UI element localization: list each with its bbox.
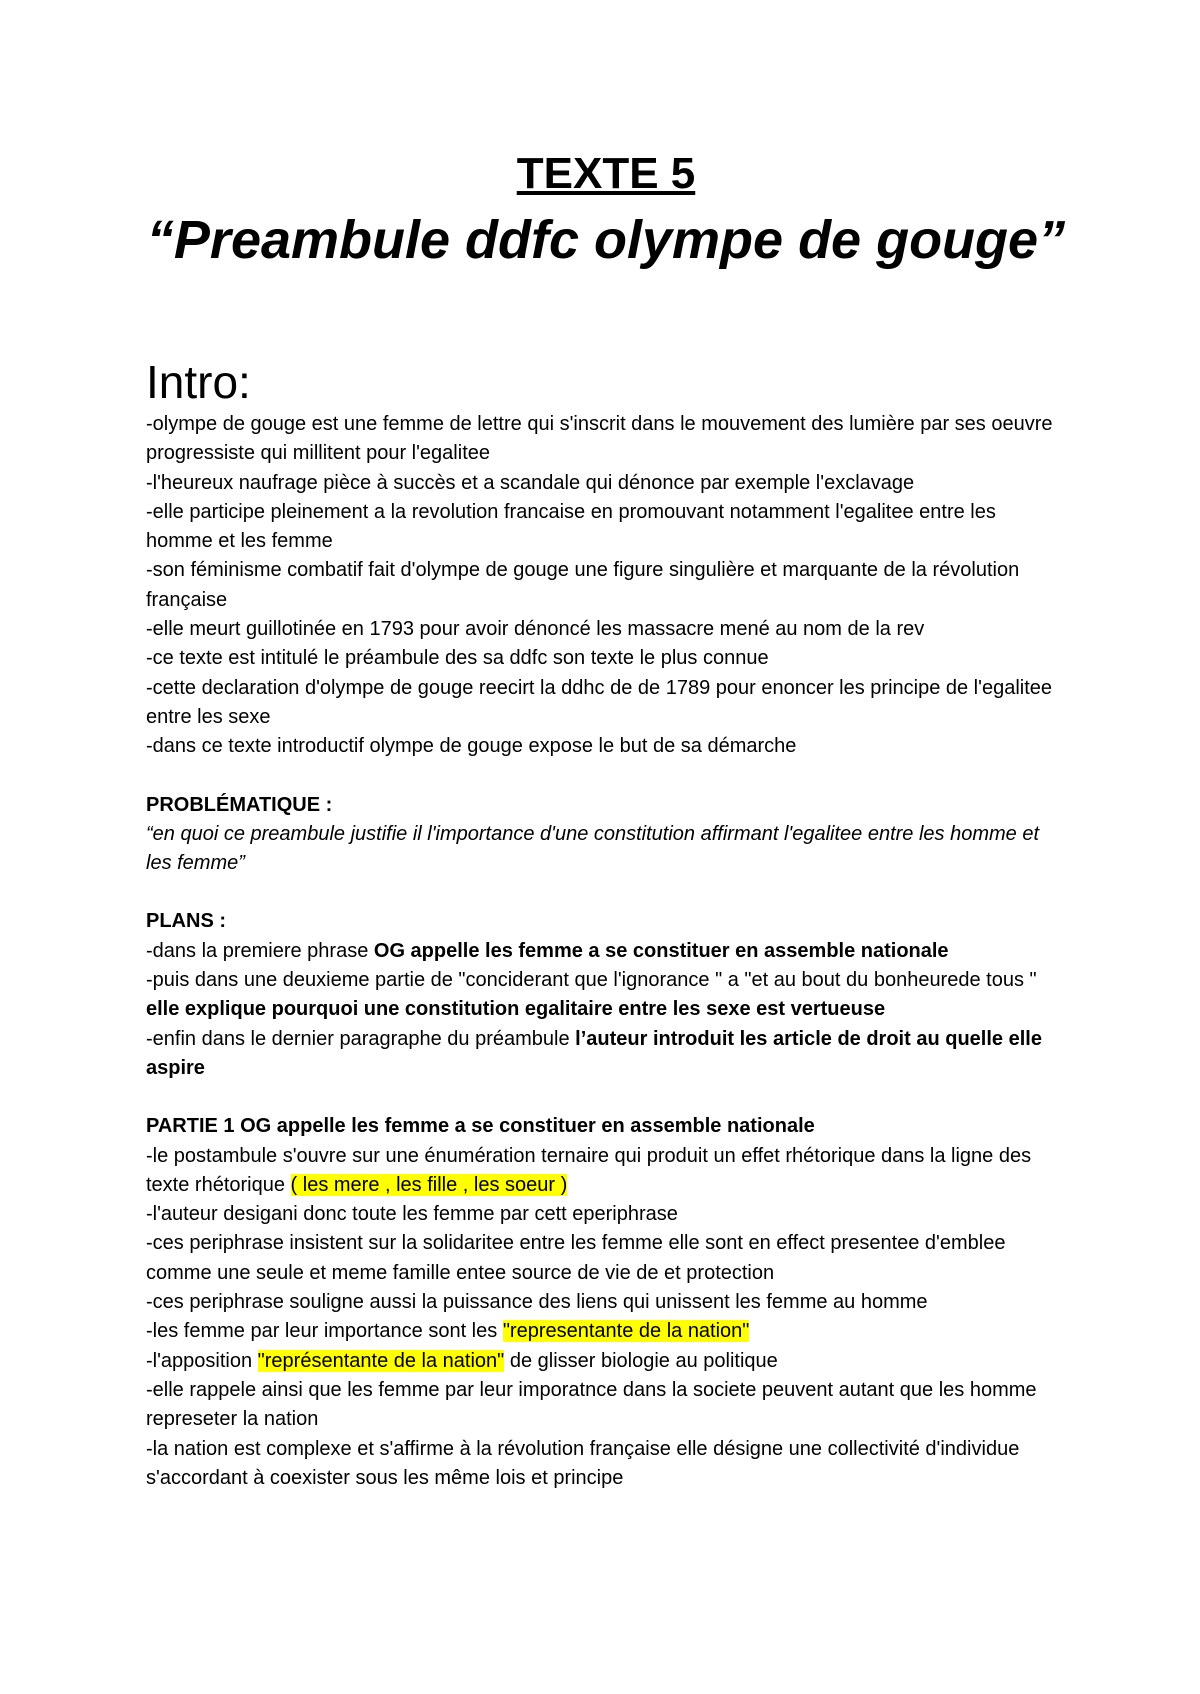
intro-line: -dans ce texte introductif olympe de gouge expose le but de sa démarche [146,735,797,758]
partie1-text: -les femme par leur importance sont les [146,1320,503,1343]
partie1-line [146,1317,1066,1346]
partie1-text: de glisser biologie au politique [504,1349,778,1372]
plan-text: -enfin dans le dernier paragraphe du préambule [146,1027,576,1050]
partie1-line [146,1347,1066,1376]
highlighted-text: "representante de la nation" [502,1320,750,1343]
plan-bold-text: l’auteur introduit les article de droit au quelle elle aspire [146,1027,1042,1079]
intro-line: -ce texte est intitulé le préambule des sa ddfc son texte le plus connue [146,647,769,670]
partie1-line [146,1142,1066,1201]
document-page [146,148,1066,1493]
partie1-line: -elle rappele ainsi que les femme par leur imporatnce dans la societe peuvent autant que les homme represeter la nation [146,1378,1037,1431]
highlighted-text: ( les mere , les fille , les soeur ) [290,1173,568,1196]
partie1-text: -le postambule s'ouvre sur une énumération ternaire qui produit un effet rhétorique dans la ligne des texte rhétorique [146,1144,1032,1196]
problematique-label: PROBLÉMATIQUE : [146,793,333,816]
plan-text: -puis dans une deuxieme partie de "conciderant que l'ignorance " a "et au bout du bonheurede tous " [146,969,1037,992]
intro-heading: Intro: [146,356,251,408]
intro-section [146,410,1066,1493]
intro-line: -elle meurt guillotinée en 1793 pour avoir dénoncé les massacre mené au nom de la rev [146,618,925,641]
partie1-line: -la nation est complexe et s'affirme à la révolution française elle désigne une collectivité d'individue s'accordant à coexister sous les même lois et principe [146,1437,1020,1489]
plan-bold-text: OG appelle les femme a se constituer en assemble nationale [373,939,949,962]
document-title: TEXTE 5 [516,149,696,198]
intro-line: -cette declaration d'olympe de gouge reecirt la ddhc de de 1789 pour enoncer les principe de l'egalitee entre les sexe [146,676,1053,728]
intro-line: -son féminisme combatif fait d'olympe de gouge une figure singulière et marquante de la révolution française [146,559,1020,611]
partie1-line: -ces periphrase insistent sur la solidaritee entre les femme elle sont en effect presentee d'emblee comme une seule et meme famille entee source de vie de et protection [146,1232,1006,1284]
intro-line: -olympe de gouge est une femme de lettre qui s'inscrit dans le mouvement des lumière par ses oeuvre progressiste qui millitent pour l'egalitee [146,413,1053,465]
plan-text: -dans la premiere phrase [146,939,374,962]
problematique-text: “en quoi ce preambule justifie il l'importance d'une constitution affirmant l'egalitee entre les homme et les femme” [146,822,1040,875]
plan-item-3 [146,1025,1066,1084]
partie1-line: -ces periphrase souligne aussi la puissance des liens qui unissent les femme au homme [146,1291,928,1314]
highlighted-text: "représentante de la nation" [257,1349,505,1372]
plan-item-2 [146,966,1066,1025]
partie1-title: PARTIE 1 OG appelle les femme a se constituer en assemble nationale [146,1115,815,1138]
document-subtitle: “Preambule ddfc olympe de gouge” [146,210,1066,270]
intro-line: -elle participe pleinement a la revolution francaise en promouvant notamment l'egalitee entre les homme et les femme [146,500,996,553]
intro-line: -l'heureux naufrage pièce à succès et a scandale qui dénonce par exemple l'exclavage [146,471,915,494]
partie1-line: -l'auteur desigani donc toute les femme par cett eperiphrase [146,1203,678,1226]
plans-label: PLANS : [146,910,226,933]
plan-item-1 [146,937,1066,966]
partie1-text: -l'apposition [146,1349,258,1372]
plan-bold-text: elle explique pourquoi une constitution egalitaire entre les sexe est vertueuse [146,998,886,1021]
